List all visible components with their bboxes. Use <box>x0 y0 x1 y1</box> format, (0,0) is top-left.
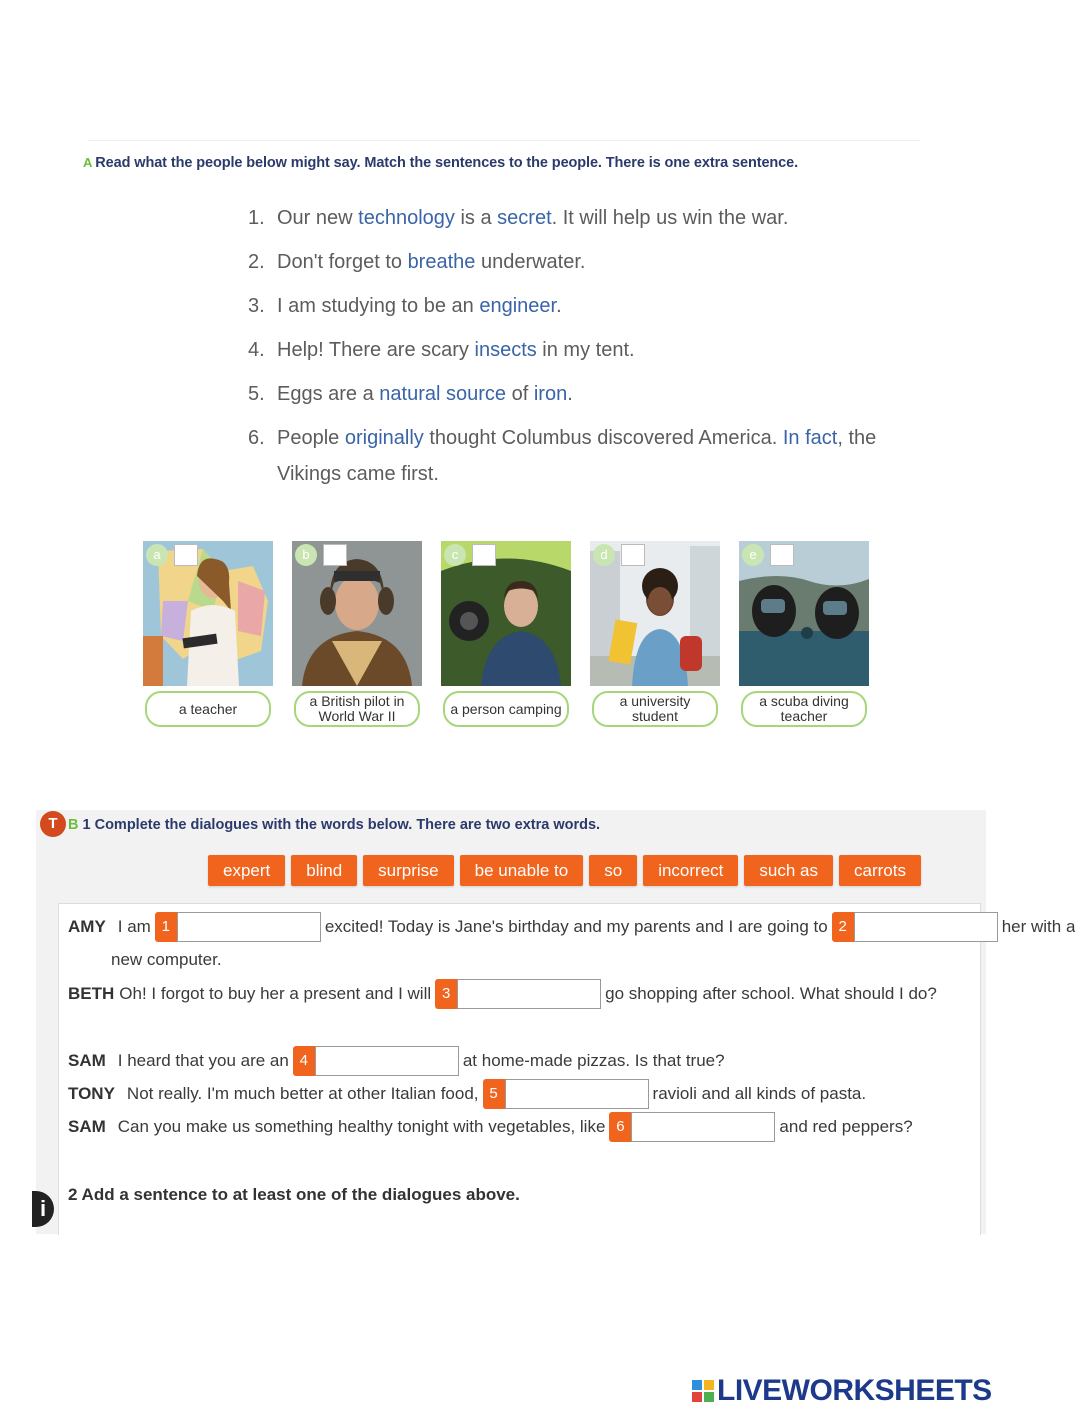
sentence-fragment: of <box>506 383 534 405</box>
section-divider <box>88 140 920 141</box>
picture-card-a <box>143 541 273 717</box>
sentence-fragment: Eggs are a <box>277 383 380 405</box>
keyword: technology <box>358 207 455 229</box>
speaker-name: SAM <box>68 1051 106 1070</box>
word-chip[interactable]: expert <box>208 855 285 886</box>
dialogue-text: Not really. I'm much better at other Italian food, <box>126 1084 479 1103</box>
sentence-item <box>248 332 938 368</box>
sentence-text <box>277 244 585 280</box>
picture-caption: a scuba diving teacher <box>741 691 867 727</box>
sentence-item <box>248 376 938 412</box>
sentence-item <box>248 244 938 280</box>
keyword: engineer <box>479 295 557 317</box>
word-chip[interactable]: so <box>589 855 637 886</box>
picture-letter-badge: b <box>295 544 317 566</box>
picture-letter-badge: c <box>444 544 466 566</box>
pilot-photo <box>292 541 422 686</box>
dialogue-text: Oh! I forgot to buy her a present and I will <box>119 984 432 1003</box>
word-chip[interactable]: surprise <box>363 855 453 886</box>
dialogue-line-tony <box>68 1079 866 1109</box>
answer-checkbox-b[interactable] <box>323 544 347 566</box>
keyword: originally <box>344 427 424 449</box>
dialogue-text: Can you make us something healthy tonight with vegetables, like <box>117 1117 606 1136</box>
word-chip[interactable]: carrots <box>839 855 921 886</box>
keyword: In fact <box>782 427 838 449</box>
sentence-number: 1. <box>248 207 265 229</box>
sentence-item <box>248 288 938 324</box>
sentence-text <box>277 420 938 492</box>
speaker-name: TONY <box>68 1084 115 1103</box>
sentence-list <box>248 200 938 500</box>
gap-number: 2 <box>832 912 854 942</box>
sentence-fragment: in my tent. <box>536 339 635 361</box>
logo-text: LIVEWORKSHEETS <box>717 1374 992 1407</box>
gap-input-4[interactable] <box>315 1046 459 1076</box>
sentence-text <box>277 200 788 236</box>
dialogue-line-sam <box>68 1046 725 1076</box>
keyword: natural <box>379 383 441 405</box>
sentence-text <box>277 288 562 324</box>
liveworksheets-logo <box>692 1374 992 1408</box>
sentence-number: 3. <box>248 295 265 317</box>
keyword: insects <box>474 339 537 361</box>
logo-mark-icon <box>692 1380 714 1402</box>
dialogue-line-amy <box>68 912 1075 942</box>
section-b-letter: B <box>68 817 79 833</box>
gap-input-5[interactable] <box>505 1079 649 1109</box>
scuba-photo <box>739 541 869 686</box>
sentence-number: 6. <box>248 427 265 449</box>
picture-caption: a teacher <box>145 691 271 727</box>
gap-number: 4 <box>293 1046 315 1076</box>
sentence-fragment: underwater. <box>475 251 586 273</box>
sentence-fragment: People <box>277 427 345 449</box>
answer-checkbox-c[interactable] <box>472 544 496 566</box>
section-a-instruction <box>83 155 798 171</box>
sentence-fragment: . It will help us win the war. <box>551 207 789 229</box>
dialogue-text: new computer. <box>111 950 222 969</box>
dialogue-text: at home-made pizzas. Is that true? <box>462 1051 725 1070</box>
section-a-letter: A <box>83 155 93 170</box>
gap-5 <box>483 1079 649 1109</box>
picture-caption: a person camping <box>443 691 569 727</box>
picture-letter-badge: d <box>593 544 615 566</box>
gap-6 <box>609 1112 775 1142</box>
picture-caption: a university student <box>592 691 718 727</box>
gap-input-2[interactable] <box>854 912 998 942</box>
picture-letter-badge: e <box>742 544 764 566</box>
info-icon[interactable]: i <box>32 1191 54 1227</box>
dialogue-text: and red peppers? <box>779 1117 913 1136</box>
speaker-name: SAM <box>68 1117 106 1136</box>
camping-photo <box>441 541 571 686</box>
gap-2 <box>832 912 998 942</box>
dialogue-text: I heard that you are an <box>117 1051 289 1070</box>
dialogue-line-sam-2 <box>68 1112 913 1142</box>
speaker-name: BETH <box>68 984 115 1003</box>
sentence-number: 5. <box>248 383 265 405</box>
gap-number: 3 <box>435 979 457 1009</box>
sentence-item <box>248 200 938 236</box>
gap-number: 6 <box>609 1112 631 1142</box>
student-photo <box>590 541 720 686</box>
instruction-text: Read what the people below might say. Match the sentences to the people. There is one extra sentence. <box>95 155 799 171</box>
sentence-fragment: I am studying to be an <box>277 295 480 317</box>
word-chip[interactable]: blind <box>291 855 357 886</box>
word-bank <box>208 855 921 886</box>
answer-checkbox-e[interactable] <box>770 544 794 566</box>
gap-input-1[interactable] <box>177 912 321 942</box>
dialogue-text: excited! Today is Jane's birthday and my parents and I are going to <box>324 917 828 936</box>
dialogue-text: go shopping after school. What should I do? <box>605 984 937 1003</box>
sentence-text <box>277 332 635 368</box>
dialogue-text: I am <box>117 917 151 936</box>
dialogue-line-beth <box>68 979 937 1009</box>
answer-checkbox-a[interactable] <box>174 544 198 566</box>
teacher-t-icon: T <box>40 811 66 837</box>
word-chip[interactable]: such as <box>744 855 833 886</box>
dialogue-line-amy-cont <box>111 948 222 972</box>
sentence-fragment: thought Columbus discovered America. <box>423 427 783 449</box>
sentence-number: 2. <box>248 251 265 273</box>
picture-card-c <box>441 541 571 717</box>
sentence-fragment: Our new <box>277 207 359 229</box>
keyword: source <box>446 383 507 405</box>
picture-card-e <box>739 541 869 724</box>
gap-number: 1 <box>155 912 177 942</box>
picture-letter-badge: a <box>146 544 168 566</box>
gap-3 <box>435 979 601 1009</box>
gap-4 <box>293 1046 459 1076</box>
instruction-text: 1 Complete the dialogues with the words below. There are two extra words. <box>82 817 601 833</box>
dialogue-text: ravioli and all kinds of pasta. <box>652 1084 867 1103</box>
gap-1 <box>155 912 321 942</box>
sentence-fragment: Don't forget to <box>277 251 408 273</box>
gap-input-3[interactable] <box>457 979 601 1009</box>
gap-input-6[interactable] <box>631 1112 775 1142</box>
keyword: iron <box>533 383 568 405</box>
keyword: breathe <box>407 251 476 273</box>
answer-checkbox-d[interactable] <box>621 544 645 566</box>
sentence-fragment: . <box>556 295 562 317</box>
teacher-photo <box>143 541 273 686</box>
keyword: secret <box>497 207 552 229</box>
section-b-instruction <box>68 817 600 833</box>
gap-number: 5 <box>483 1079 505 1109</box>
sentence-item <box>248 420 938 492</box>
word-chip[interactable]: be unable to <box>460 855 584 886</box>
picture-caption: a British pilot in World War II <box>294 691 420 727</box>
sentence-fragment: is a <box>454 207 498 229</box>
sentence-fragment: , the Vikings came first. <box>277 427 877 485</box>
picture-card-b <box>292 541 422 724</box>
task-2-instruction: 2 Add a sentence to at least one of the dialogues above. <box>68 1185 520 1204</box>
speaker-name: AMY <box>68 917 106 936</box>
dialogue-text: her with a <box>1001 917 1075 936</box>
sentence-text <box>277 376 573 412</box>
sentence-number: 4. <box>248 339 265 361</box>
picture-card-d <box>590 541 720 724</box>
sentence-fragment: . <box>567 383 573 405</box>
sentence-fragment: Help! There are scary <box>277 339 475 361</box>
word-chip[interactable]: incorrect <box>643 855 738 886</box>
